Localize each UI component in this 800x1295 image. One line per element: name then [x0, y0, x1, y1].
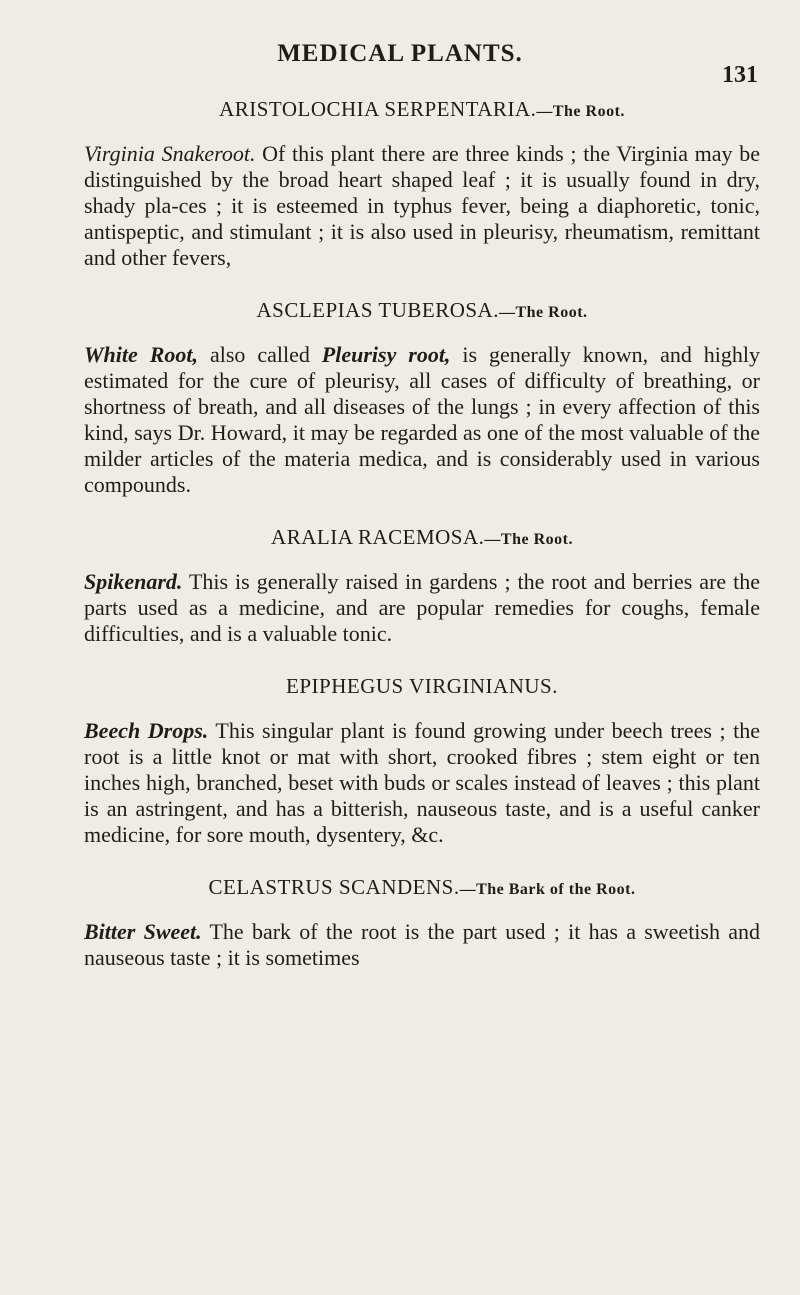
common-name: Virginia Snakeroot.: [84, 141, 256, 166]
common-name: Beech Drops.: [84, 718, 209, 743]
heading-latin-name: EPIPHEGUS VIRGINIANUS.: [286, 674, 558, 698]
entry-paragraph: [84, 919, 760, 971]
heading-part-used: —The Root.: [484, 531, 573, 548]
heading-latin-name: ASCLEPIAS TUBEROSA.: [256, 298, 499, 322]
entry-aristolochia: [84, 96, 760, 271]
entry-heading: [84, 673, 760, 702]
entry-paragraph: [84, 569, 760, 647]
entry-text: The bark of the root is the part used ; it has a sweetish and nauseous taste ; it is sometimes: [84, 919, 760, 970]
entry-asclepias: [84, 297, 760, 498]
common-name: White Root,: [84, 342, 199, 367]
running-head: [0, 40, 800, 88]
common-name: Spikenard.: [84, 569, 183, 594]
entry-text: This singular plant is found growing under beech trees ; the root is a little knot or mat with short, crooked fibres ; stem eight or ten inches high, branched, beset with buds or scales instead of leaves ; this plant is an astringent, and has a bitterish, nauseous taste, and is a useful canker medicine, for sore mouth, dysentery, &c.: [84, 718, 761, 847]
page-body: [84, 96, 760, 997]
heading-latin-name: ARISTOLOCHIA SERPENTARIA.: [219, 97, 537, 121]
common-name: Bitter Sweet.: [84, 919, 202, 944]
entry-paragraph: [84, 342, 760, 498]
heading-part-used: —The Root.: [498, 304, 588, 321]
entry-text-b: is generally known, and highly estimated for the cure of pleurisy, all cases of difficulty of breathing, or shortness of breath, and all diseases of the lungs ; in every affection of this kind, says Dr. Howard, it may be regarded as one of the most valuable of the milder articles of the materia medica, and is considerably used in various compounds.: [84, 342, 760, 497]
entry-aralia: [84, 524, 760, 647]
alternate-name: Pleurisy root,: [321, 342, 451, 367]
entry-heading: [84, 96, 760, 125]
entry-text-a: also called: [198, 342, 322, 367]
heading-part-used: —The Root.: [536, 103, 625, 120]
entry-paragraph: [84, 141, 760, 271]
heading-part-used: —The Bark of the Root.: [459, 881, 636, 898]
entry-epiphegus: [84, 673, 760, 848]
entry-celastrus: [84, 874, 760, 971]
entry-paragraph: [84, 718, 760, 848]
entry-text: This is generally raised in gardens ; the root and berries are the parts used as a medicine, and are popular remedies for coughs, female difficulties, and is a valuable tonic.: [84, 569, 760, 646]
entry-heading: [84, 874, 760, 903]
entry-heading: [84, 524, 760, 553]
heading-latin-name: CELASTRUS SCANDENS.: [208, 875, 460, 899]
page-number: 131: [722, 62, 758, 88]
heading-latin-name: ARALIA RACEMOSA.: [271, 525, 485, 549]
entry-heading: [84, 297, 760, 326]
entry-text: Of this plant there are three kinds ; the Virginia may be distinguished by the broad heart shaped leaf ; it is usually found in dry, shady pla-ces ; it is esteemed in typhus fever, being a diaphoretic, tonic, antispeptic, and stimulant ; it is also used in pleurisy, rheumatism, remittant and other fevers,: [84, 141, 760, 270]
running-title: MEDICAL PLANTS.: [277, 40, 523, 67]
